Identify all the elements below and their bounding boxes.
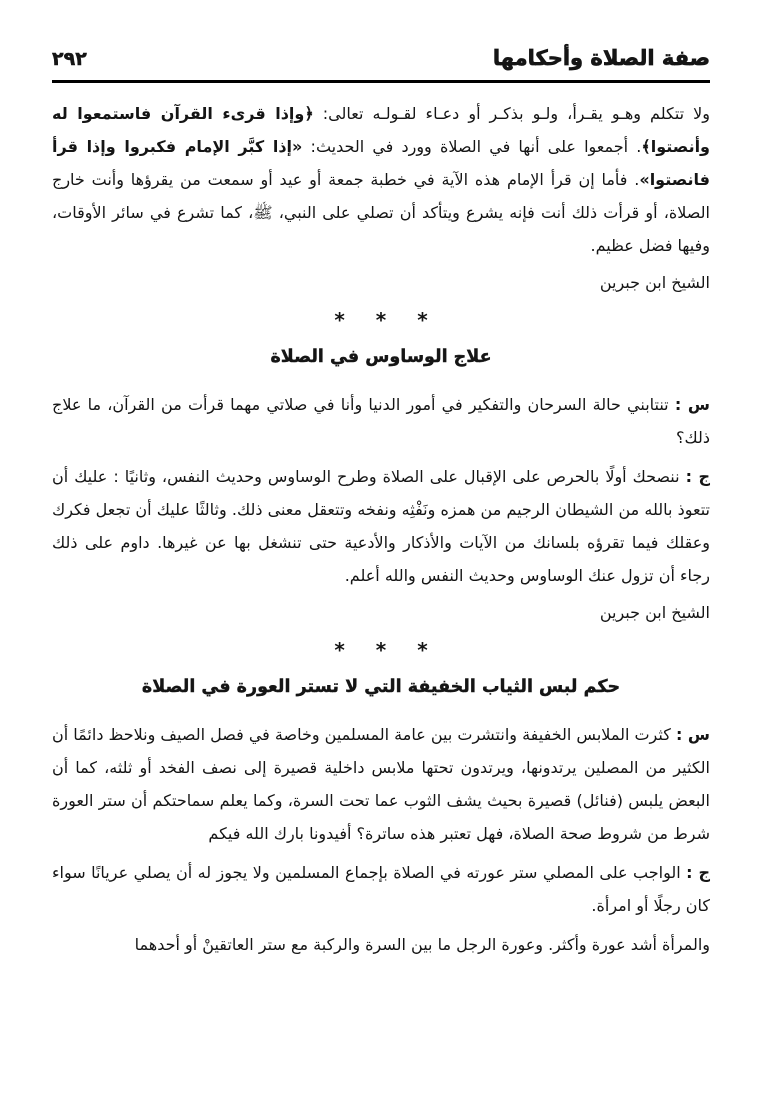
attribution-sheikh-2: الشيخ ابن جبرين — [599, 603, 710, 622]
question-paragraph-1 — [52, 388, 710, 454]
answer-paragraph-1 — [52, 460, 710, 592]
answer-text-1: ننصحك أولًا بالحرص على الإقبال على الصلاة وطرح الوساوس وحديث النفس، وثانيًا : عليك أن تتعوذ بالله من الشيطان الرجيم من همزه ونَفْثِه ونفخه وتتعقل معنى ذلك. وثالثًا عليك أن تجعل فكرك وعقلك فيما تقرؤه بلسانك من الآيات والأذكار والأدعية حتى تنشغل بها عن غيرها. داوم على ذلك رجاء أن تزول عنك الوساوس وحديث النفس والله أعلم. — [52, 467, 710, 585]
answer-text-2: الواجب على المصلي ستر عورته في الصلاة بإجماع المسلمين ولا يجوز له أن يصلي عريانًا سواء كان رجلًا أو امرأة. — [52, 863, 710, 915]
quran-quote: ﴿وإذا قرىء القرآن فاستمعوا له وأنصتوا﴾ — [52, 104, 710, 156]
book-title: صفة الصلاة وأحكامها — [492, 46, 710, 70]
answer-label-2: ج : — [686, 863, 711, 882]
attribution-sheikh-1: الشيخ ابن جبرين — [599, 273, 710, 292]
question-label-2: س : — [675, 725, 711, 744]
intro-text-2: . أجمعوا على أنها في الصلاة وورد في الحديث: — [302, 137, 642, 156]
question-text-2: كثرت الملابس الخفيفة وانتشرت بين عامة المسلمين وخاصة في فصل الصيف ونلاحظ دائمًا أن الكثير من المصلين يرتدونها، ويرتدون تحتها ملابس داخلية قصيرة إلى نصف الفخد أو ثلثه، كما أن البعض يلبس (فنائل) قصيرة بحيث يشف الثوب عما تحت السرة، وكما يعلم سماحتكم أن ستر العورة شرط من شروط صحة الصلاة، فهل تعتبر هذه ساترة؟ أفيدونا بارك الله فيكم — [52, 725, 710, 843]
question-label-1: س : — [674, 395, 710, 414]
answer-paragraph-2-continuation: والمرأة أشد عورة وأكثر. وعورة الرجل ما بين السرة والركبة مع ستر العاتقينْ أو أحدهما — [134, 935, 710, 954]
intro-text-3: . فأما إن قرأ الإمام هذه الآية في خطبة جمعة أو عيد أو سمعت من يقرؤها وأنت خارج الصلاة، أو قرأت ذلك أنت فإنه يشرع ويتأكد أن تصلي على النبي، ﷺ، كما تشرع في سائر الأوقات، وفيها فضل عظيم. — [52, 170, 710, 255]
question-text-1: تنتابني حالة السرحان والتفكير في أمور الدنيا وأنا في صلاتي مهما قرأت من القرآن، ما علاج ذلك؟ — [52, 395, 710, 447]
intro-text-1: ولا تتكلم وهـو يقـرأ، ولـو بذكـر أو دعـاء لقـولـه تعالى: — [313, 104, 711, 123]
section-separator-1: * * * — [334, 308, 428, 332]
section-separator-2: * * * — [334, 638, 428, 662]
page-header — [52, 46, 710, 70]
intro-paragraph — [52, 97, 710, 262]
header-rule — [52, 80, 710, 83]
page-number: ٢٩٢ — [52, 48, 87, 70]
answer-paragraph-2 — [52, 856, 710, 922]
section-heading-wasawis: علاج الوساوس في الصلاة — [270, 347, 492, 367]
section-heading-clothing: حكم لبس الثياب الخفيفة التي لا تستر العورة في الصلاة — [141, 677, 621, 697]
answer-label-1: ج : — [685, 467, 711, 486]
hadith-quote: «إذا كبَّر الإمام فكبروا وإذا قرأ فانصتوا» — [52, 137, 710, 189]
question-paragraph-2 — [52, 718, 710, 850]
